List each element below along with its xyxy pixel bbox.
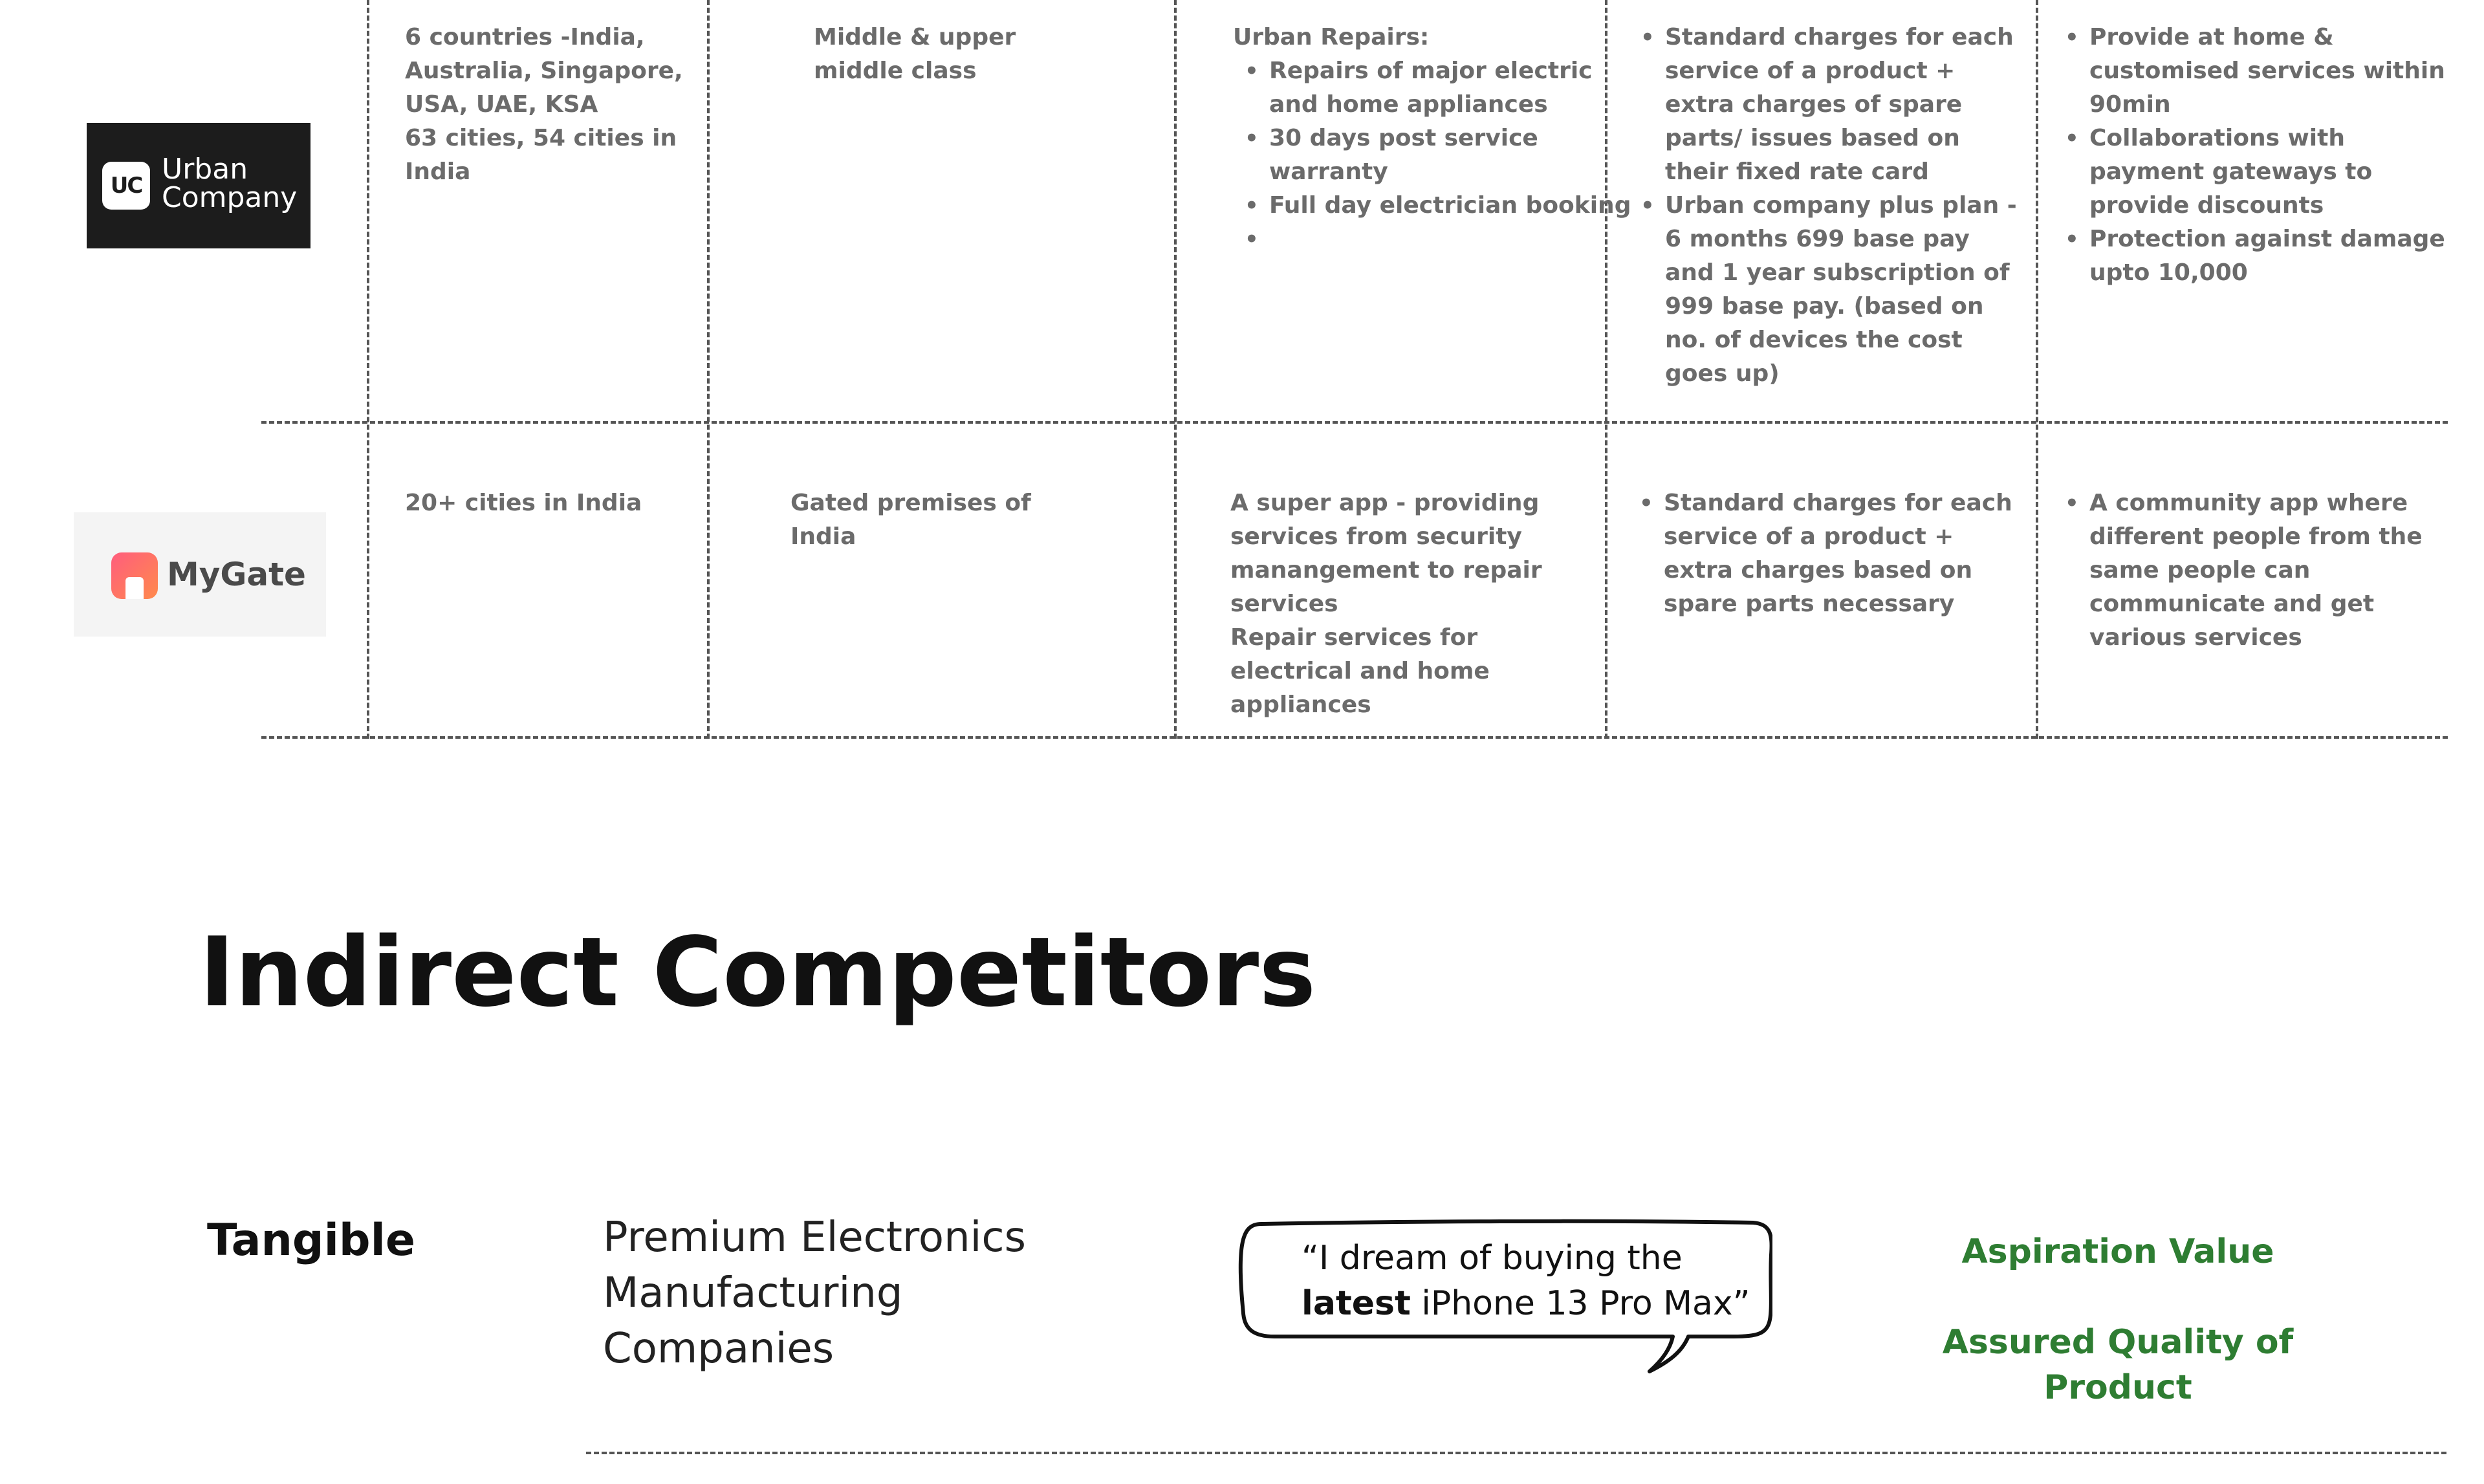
- list-item: • Standard charges for each service of a product + extra charges of spare parts/ issues based on their fixed rate card: [1629, 21, 2017, 189]
- list-item: • Repairs of major electric and home appliances: [1233, 54, 1608, 122]
- competitor-category: Premium Electronics Manufacturing Companies: [603, 1214, 1026, 1373]
- mg-pricing-list: [1628, 486, 2029, 621]
- grid-hline-1: [261, 421, 2448, 424]
- mg-offering-cell: [1230, 486, 1593, 722]
- quote-part-2: iPhone 13 Pro Max”: [1410, 1284, 1750, 1323]
- uc-offering-cell: [1233, 21, 1631, 256]
- uc-pricing-cell: [1629, 21, 2017, 391]
- quote-bold-word: latest: [1302, 1284, 1411, 1323]
- competitor-type-label: Tangible: [207, 1215, 416, 1266]
- mygate-logo: [74, 512, 326, 637]
- mg-features-cell: [2053, 486, 2435, 655]
- uc-segment-text: Middle & upper middle class: [814, 24, 1016, 84]
- uc-features-list: [2053, 21, 2454, 290]
- section-divider: [586, 1452, 2446, 1454]
- section-heading: Indirect Competitors: [199, 917, 1316, 1028]
- grid-vline-1: [367, 0, 369, 739]
- mg-pricing-cell: [1628, 486, 2029, 621]
- uc-presence-cell: [405, 21, 690, 189]
- mg-features-list: [2053, 486, 2435, 655]
- value-assured-quality: Assured Quality of Product: [1942, 1323, 2294, 1407]
- list-item: • Collaborations with payment gateways to provide discounts: [2053, 122, 2454, 223]
- list-item: • A community app where different people from the same people can communicate and get various services: [2053, 486, 2435, 655]
- quote-text: [1302, 1236, 1780, 1326]
- uc-presence-cities: 63 cities, 54 cities in India: [405, 125, 677, 185]
- grid-hline-2: [261, 736, 2448, 739]
- grid-vline-2: [707, 0, 710, 739]
- mg-presence-text: 20+ cities in India: [405, 490, 642, 516]
- mg-segment-cell: [790, 486, 1062, 554]
- mygate-badge-icon: [111, 552, 158, 599]
- list-item: • 30 days post service warranty: [1233, 122, 1608, 189]
- list-item: [1233, 223, 1608, 256]
- uc-offering-list: [1233, 54, 1631, 256]
- uc-pricing-list: [1629, 21, 2017, 391]
- uc-badge-icon: UC: [102, 162, 150, 210]
- list-item: • Provide at home & customised services within 90min: [2053, 21, 2454, 122]
- uc-offering-title: Urban Repairs:: [1233, 24, 1430, 50]
- grid-vline-3: [1174, 0, 1177, 739]
- list-item: • Full day electrician booking: [1233, 189, 1608, 223]
- urban-company-logo: [87, 123, 310, 248]
- urban-company-wordmark: [162, 155, 297, 212]
- list-item: • Standard charges for each service of a product + extra charges based on spare parts necessary: [1628, 486, 2029, 621]
- wordmark-line-1: Urban: [162, 153, 248, 186]
- grid-vline-5: [2036, 0, 2038, 739]
- uc-features-cell: [2053, 21, 2454, 290]
- list-item: • Protection against damage upto 10,000: [2053, 223, 2454, 290]
- list-item: • Urban company plus plan - 6 months 699 base pay and 1 year subscription of 999 base pay. (based on no. of devices the cost goes up): [1629, 189, 2017, 391]
- uc-presence-countries: 6 countries -India, Australia, Singapore, USA, UAE, KSA: [405, 24, 683, 118]
- value-aspiration: Aspiration Value: [1961, 1232, 2274, 1271]
- uc-segment-cell: [814, 21, 1047, 88]
- wordmark-line-2: Company: [162, 181, 298, 214]
- mygate-wordmark: MyGate: [167, 556, 306, 593]
- quote-part-1: “I dream of buying the: [1302, 1239, 1683, 1278]
- mg-offering-text-2: Repair services for electrical and home appliances: [1230, 624, 1490, 718]
- mg-offering-text-1: A super app - providing services from security manangement to repair services: [1230, 490, 1542, 617]
- mg-presence-cell: [405, 486, 690, 520]
- mg-segment-text: Gated premises of India: [790, 490, 1031, 550]
